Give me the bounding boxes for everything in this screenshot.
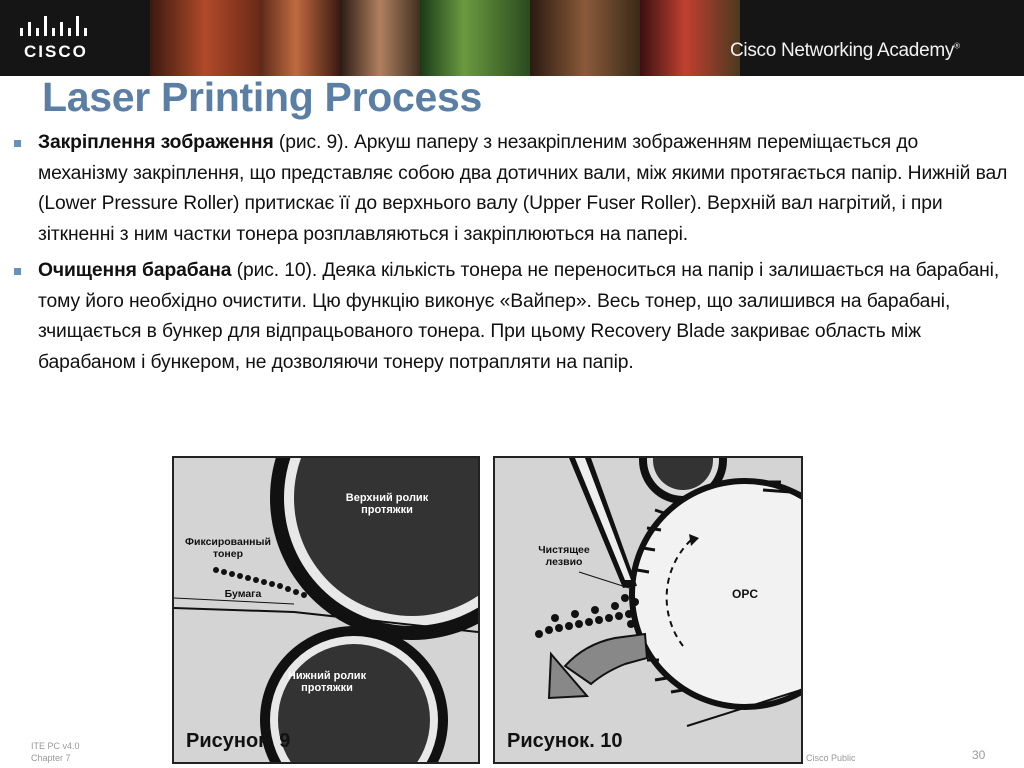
footer-course-line1: ITE PC v4.0	[31, 741, 80, 751]
footer-course-line2: Chapter 7	[31, 753, 71, 763]
registered-mark: ®	[954, 41, 960, 51]
figure-cleaning	[493, 456, 803, 764]
blade-label: Чистящее лезвио	[538, 544, 590, 568]
figure10-caption: Рисунок. 10	[507, 730, 623, 752]
cisco-logo	[18, 16, 108, 62]
bullet-square-icon	[14, 268, 21, 275]
paper-label: Бумага	[224, 588, 262, 600]
upper-roller-label: Верхний ролик протяжки	[345, 492, 429, 516]
fixed-toner-label: Фиксированный тонер	[185, 536, 271, 560]
bullet-heading: Закріплення зображення	[38, 132, 274, 153]
figure-fuser	[172, 456, 480, 764]
footer-classification: Cisco Public	[806, 753, 856, 763]
cisco-bridge-icon	[20, 16, 90, 38]
bullet-cleaning	[10, 256, 1010, 378]
banner-photo-3	[340, 0, 420, 76]
banner-photo-5	[530, 0, 640, 76]
banner-photo-strip	[150, 0, 740, 76]
bullet-text: (рис. 9). Аркуш паперу з незакріпленим зображенням переміщається до механізму закріплення, що представляє собою два дотичних вали, між якими протягається папір. Нижній вал (Lower Pressure Roller) притискає її до верхнього валу (Upper Fuser Roller). Верхній вал нагрітий, і при зіткненні з ним частки тонера розплавляються і закріплюються на папері.	[38, 132, 1008, 245]
lower-roller-label: Нижний ролик протяжки	[287, 670, 367, 694]
cleaning-diagram	[495, 458, 801, 762]
waste-arrow	[565, 634, 647, 684]
page-number: 30	[972, 748, 986, 762]
toner-dots	[535, 594, 639, 638]
figure9-caption: Рисунок. 9	[186, 730, 291, 752]
bullet-fixing	[10, 128, 1010, 250]
slide-title: Laser Printing Process	[42, 74, 483, 120]
cisco-wordmark: CISCO	[24, 42, 88, 61]
fuser-diagram	[174, 458, 478, 762]
opc-label: OPC	[731, 587, 758, 601]
banner-photo-1	[150, 0, 260, 76]
banner-photo-6	[640, 0, 740, 76]
bullet-heading: Очищення барабана	[38, 260, 232, 281]
bullet-text: (рис. 10). Деяка кількість тонера не переноситься на папір і залишається на барабані, тому його необхідно очистити. Цю функцію виконує «Вайпер». Весь тонер, що залишився на барабані, зчищається в бункер для відпрацьованого тонера. При цьому Recovery Blade закриває область між барабаном і бункером, не дозволяючи тонеру потрапляти на папір.	[38, 260, 1000, 373]
academy-brand	[730, 40, 960, 62]
footer-course	[31, 740, 80, 764]
banner-photo-2	[260, 0, 340, 76]
academy-text: Cisco Networking Academy	[730, 40, 955, 61]
bullet-square-icon	[14, 140, 21, 147]
header-banner	[0, 0, 1024, 76]
slide-content	[10, 128, 1010, 384]
banner-photo-4	[420, 0, 530, 76]
